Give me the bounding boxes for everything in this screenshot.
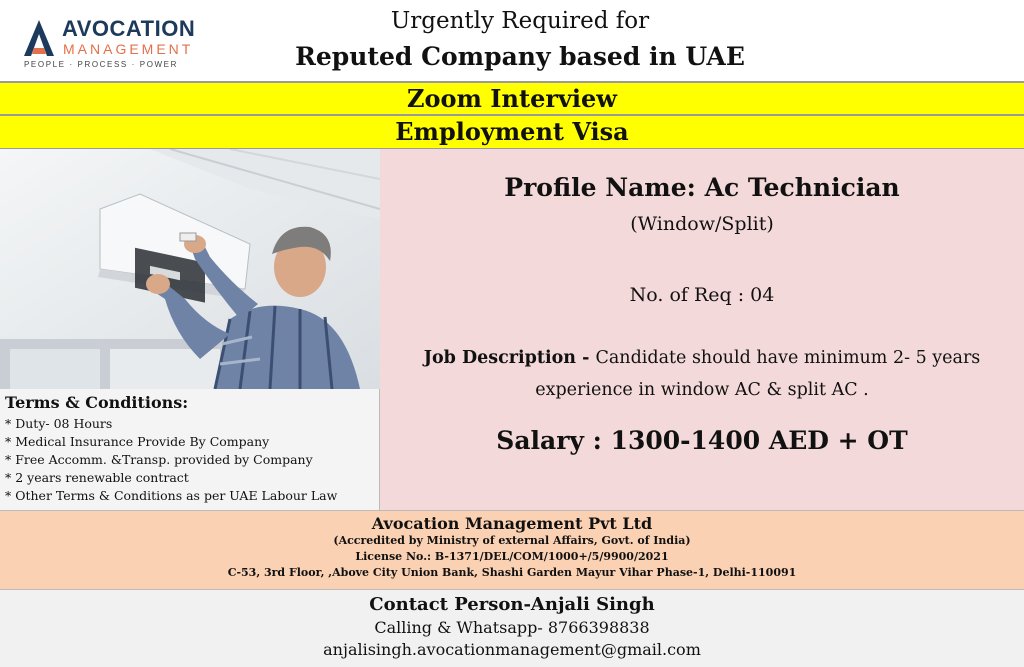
terms-item: * Duty- 08 Hours xyxy=(5,416,113,431)
profile-subtitle: (Window/Split) xyxy=(630,213,774,235)
contact-info xyxy=(0,590,1024,667)
company-info xyxy=(0,510,1024,590)
logo-tagline: PEOPLE · PROCESS · POWER xyxy=(24,60,178,69)
company-name: Avocation Management Pvt Ltd xyxy=(371,514,653,533)
job-description-label: Job Description - xyxy=(423,348,596,368)
header-line-1: Urgently Required for xyxy=(390,8,650,34)
terms-item: * 2 years renewable contract xyxy=(5,470,189,485)
header xyxy=(0,0,1024,82)
contact-email[interactable]: anjalisingh.avocationmanagement@gmail.com xyxy=(323,640,701,659)
logo-a-icon xyxy=(22,18,56,58)
technician-photo xyxy=(0,149,380,389)
terms-and-conditions xyxy=(0,389,380,510)
terms-item: * Other Terms & Conditions as per UAE Labour Law xyxy=(5,488,338,503)
terms-item: * Medical Insurance Provide By Company xyxy=(5,434,270,449)
zoom-interview-band: Zoom Interview xyxy=(0,82,1024,115)
job-description xyxy=(410,342,994,406)
logo-word-management: MANAGEMENT xyxy=(63,41,194,57)
technician-photo-icon xyxy=(0,149,380,389)
logo-word-avocation: AVOCATION xyxy=(62,16,196,41)
company-accreditation: (Accredited by Ministry of external Affairs, Govt. of India) xyxy=(333,534,691,547)
number-of-requirements: No. of Req : 04 xyxy=(629,284,775,306)
header-line-2: Reputed Company based in UAE xyxy=(295,42,745,71)
profile-name: Profile Name: Ac Technician xyxy=(504,173,900,202)
contact-person: Contact Person-Anjali Singh xyxy=(369,594,655,615)
contact-phone: Calling & Whatsapp- 8766398838 xyxy=(374,618,650,637)
terms-item: * Free Accomm. &Transp. provided by Company xyxy=(5,452,313,467)
job-description-text: Candidate should have minimum 2- 5 years experience in window AC & split AC . xyxy=(535,348,981,400)
salary: Salary : 1300-1400 AED + OT xyxy=(496,426,908,455)
terms-title: Terms & Conditions: xyxy=(5,393,189,412)
company-license: License No.: B-1371/DEL/COM/1000+/5/9900/2021 xyxy=(355,550,669,563)
job-profile-panel xyxy=(380,149,1024,510)
company-logo xyxy=(22,14,222,74)
employment-visa-band: Employment Visa xyxy=(0,115,1024,149)
company-address: C-53, 3rd Floor, ,Above City Union Bank, Shashi Garden Mayur Vihar Phase-1, Delhi-110091 xyxy=(227,566,797,579)
